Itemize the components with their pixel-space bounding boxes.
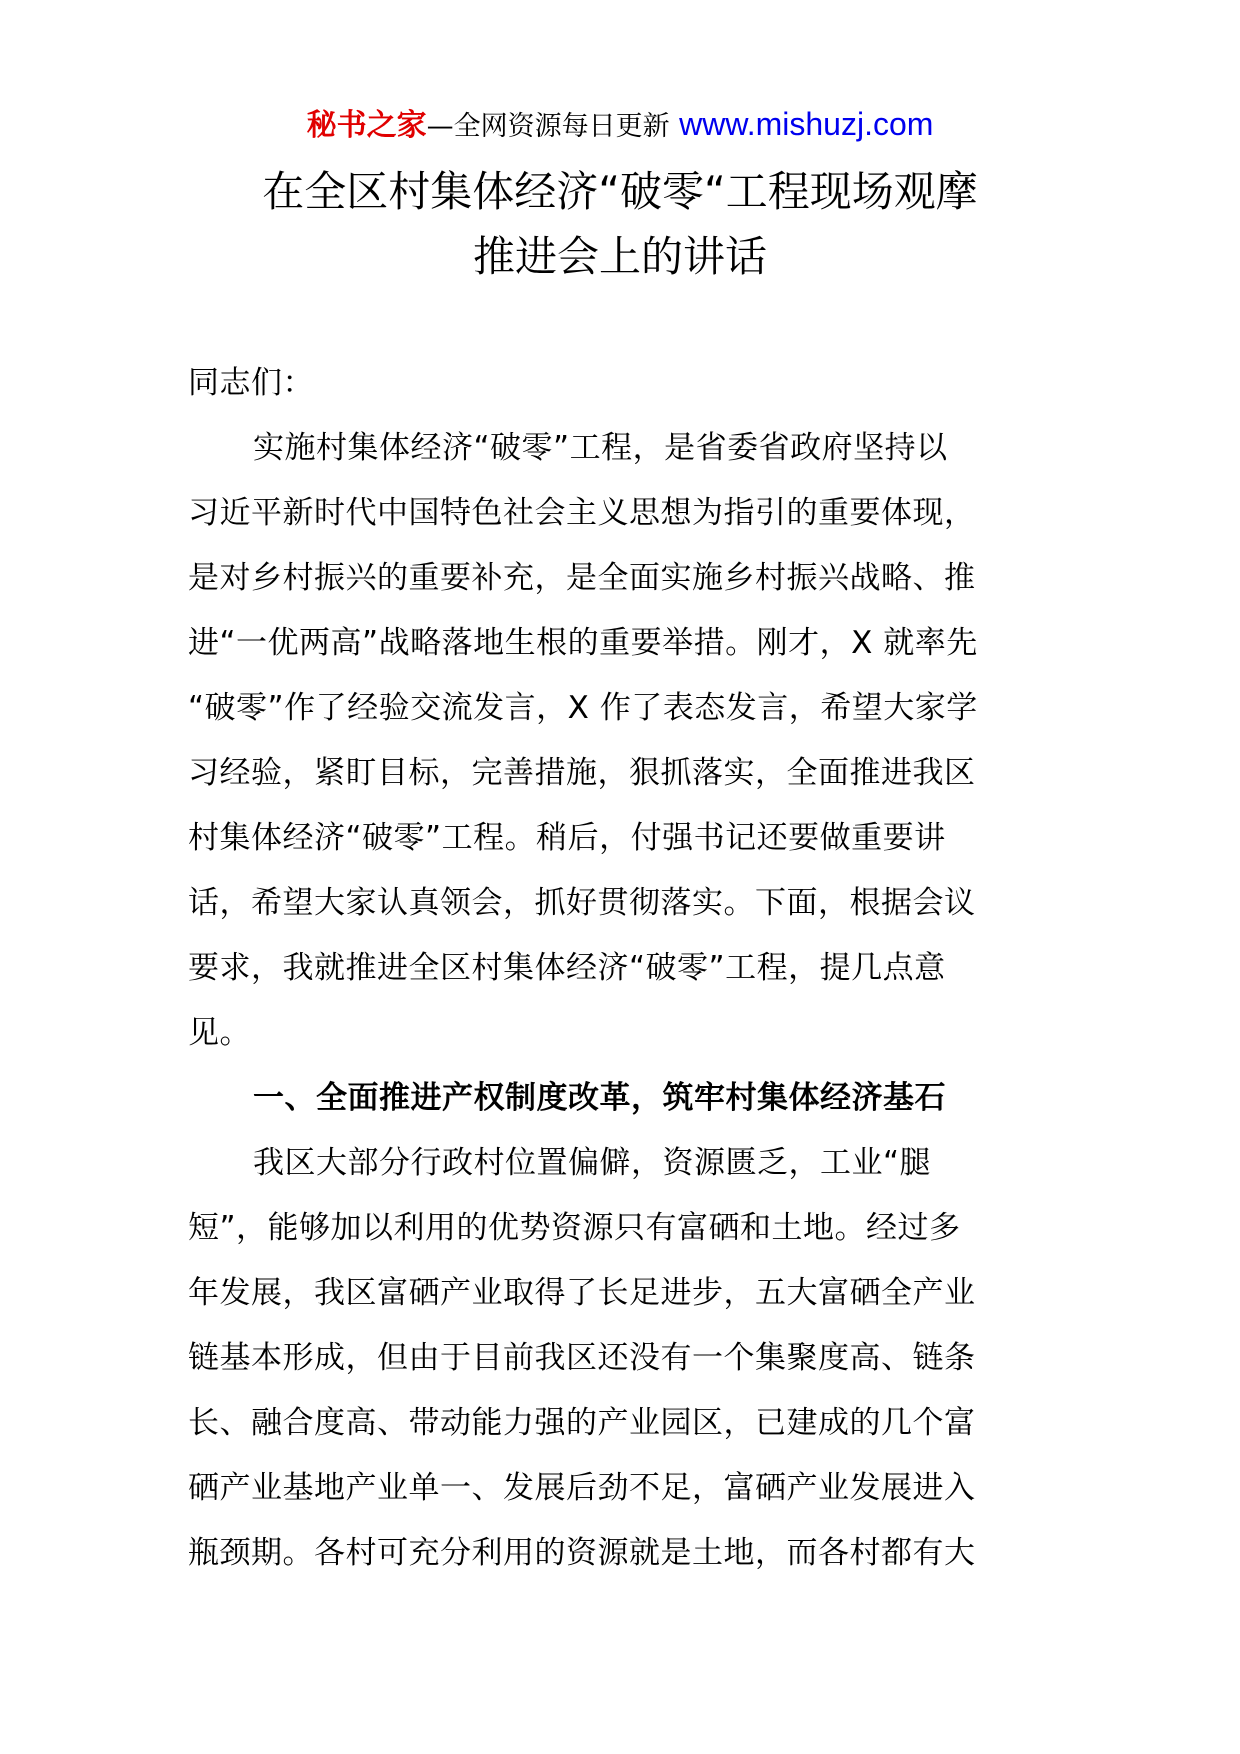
paragraph-line: 年发展，我区富硒产业取得了长足进步，五大富硒全产业 bbox=[188, 1275, 976, 1311]
banner-slogan: —全网资源每日更新 bbox=[426, 111, 670, 142]
paragraph-line: 村集体经济“破零”工程。稍后，付强书记还要做重要讲 bbox=[188, 820, 946, 856]
paragraph-line: “破零”作了经验交流发言，X 作了表态发言，希望大家学 bbox=[188, 690, 978, 726]
paragraph-line: 短”，能够加以利用的优势资源只有富硒和土地。经过多 bbox=[188, 1210, 961, 1246]
salutation: 同志们： bbox=[188, 365, 314, 401]
paragraph-line: 长、融合度高、带动能力强的产业园区，已建成的几个富 bbox=[188, 1405, 976, 1441]
paragraph-line: 我区大部分行政村位置偏僻，资源匮乏，工业“腿 bbox=[253, 1145, 932, 1181]
paragraph-line: 进“一优两高”战略落地生根的重要举措。刚才，X 就率先 bbox=[188, 625, 978, 661]
paragraph-line: 习经验，紧盯目标，完善措施，狠抓落实，全面推进我区 bbox=[188, 755, 976, 791]
document-title-line-1: 在全区村集体经济“破零“工程现场观摩 bbox=[262, 167, 978, 216]
banner-url-link[interactable]: www.mishuzj.com bbox=[679, 106, 934, 142]
document-title-line-2: 推进会上的讲话 bbox=[472, 232, 767, 281]
paragraph-line: 硒产业基地产业单一、发展后劲不足，富硒产业发展进入 bbox=[188, 1470, 976, 1506]
paragraph-line: 实施村集体经济“破零”工程，是省委省政府坚持以 bbox=[253, 430, 948, 466]
section-heading: 一、全面推进产权制度改革，筑牢村集体经济基石 bbox=[253, 1080, 946, 1116]
site-banner bbox=[0, 104, 1240, 147]
paragraph-line: 要求，我就推进全区村集体经济“破零”工程，提几点意 bbox=[188, 950, 946, 986]
banner-brand: 秘书之家 bbox=[306, 108, 427, 143]
paragraph-line: 话，希望大家认真领会，抓好贯彻落实。下面，根据会议 bbox=[188, 885, 976, 921]
paragraph-line: 链基本形成，但由于目前我区还没有一个集聚度高、链条 bbox=[188, 1340, 976, 1376]
paragraph-line: 瓶颈期。各村可充分利用的资源就是土地，而各村都有大 bbox=[188, 1535, 976, 1571]
paragraph-line: 见。 bbox=[188, 1015, 251, 1051]
paragraph-line: 习近平新时代中国特色社会主义思想为指引的重要体现， bbox=[188, 495, 976, 531]
paragraph-line: 是对乡村振兴的重要补充，是全面实施乡村振兴战略、推 bbox=[188, 560, 976, 596]
